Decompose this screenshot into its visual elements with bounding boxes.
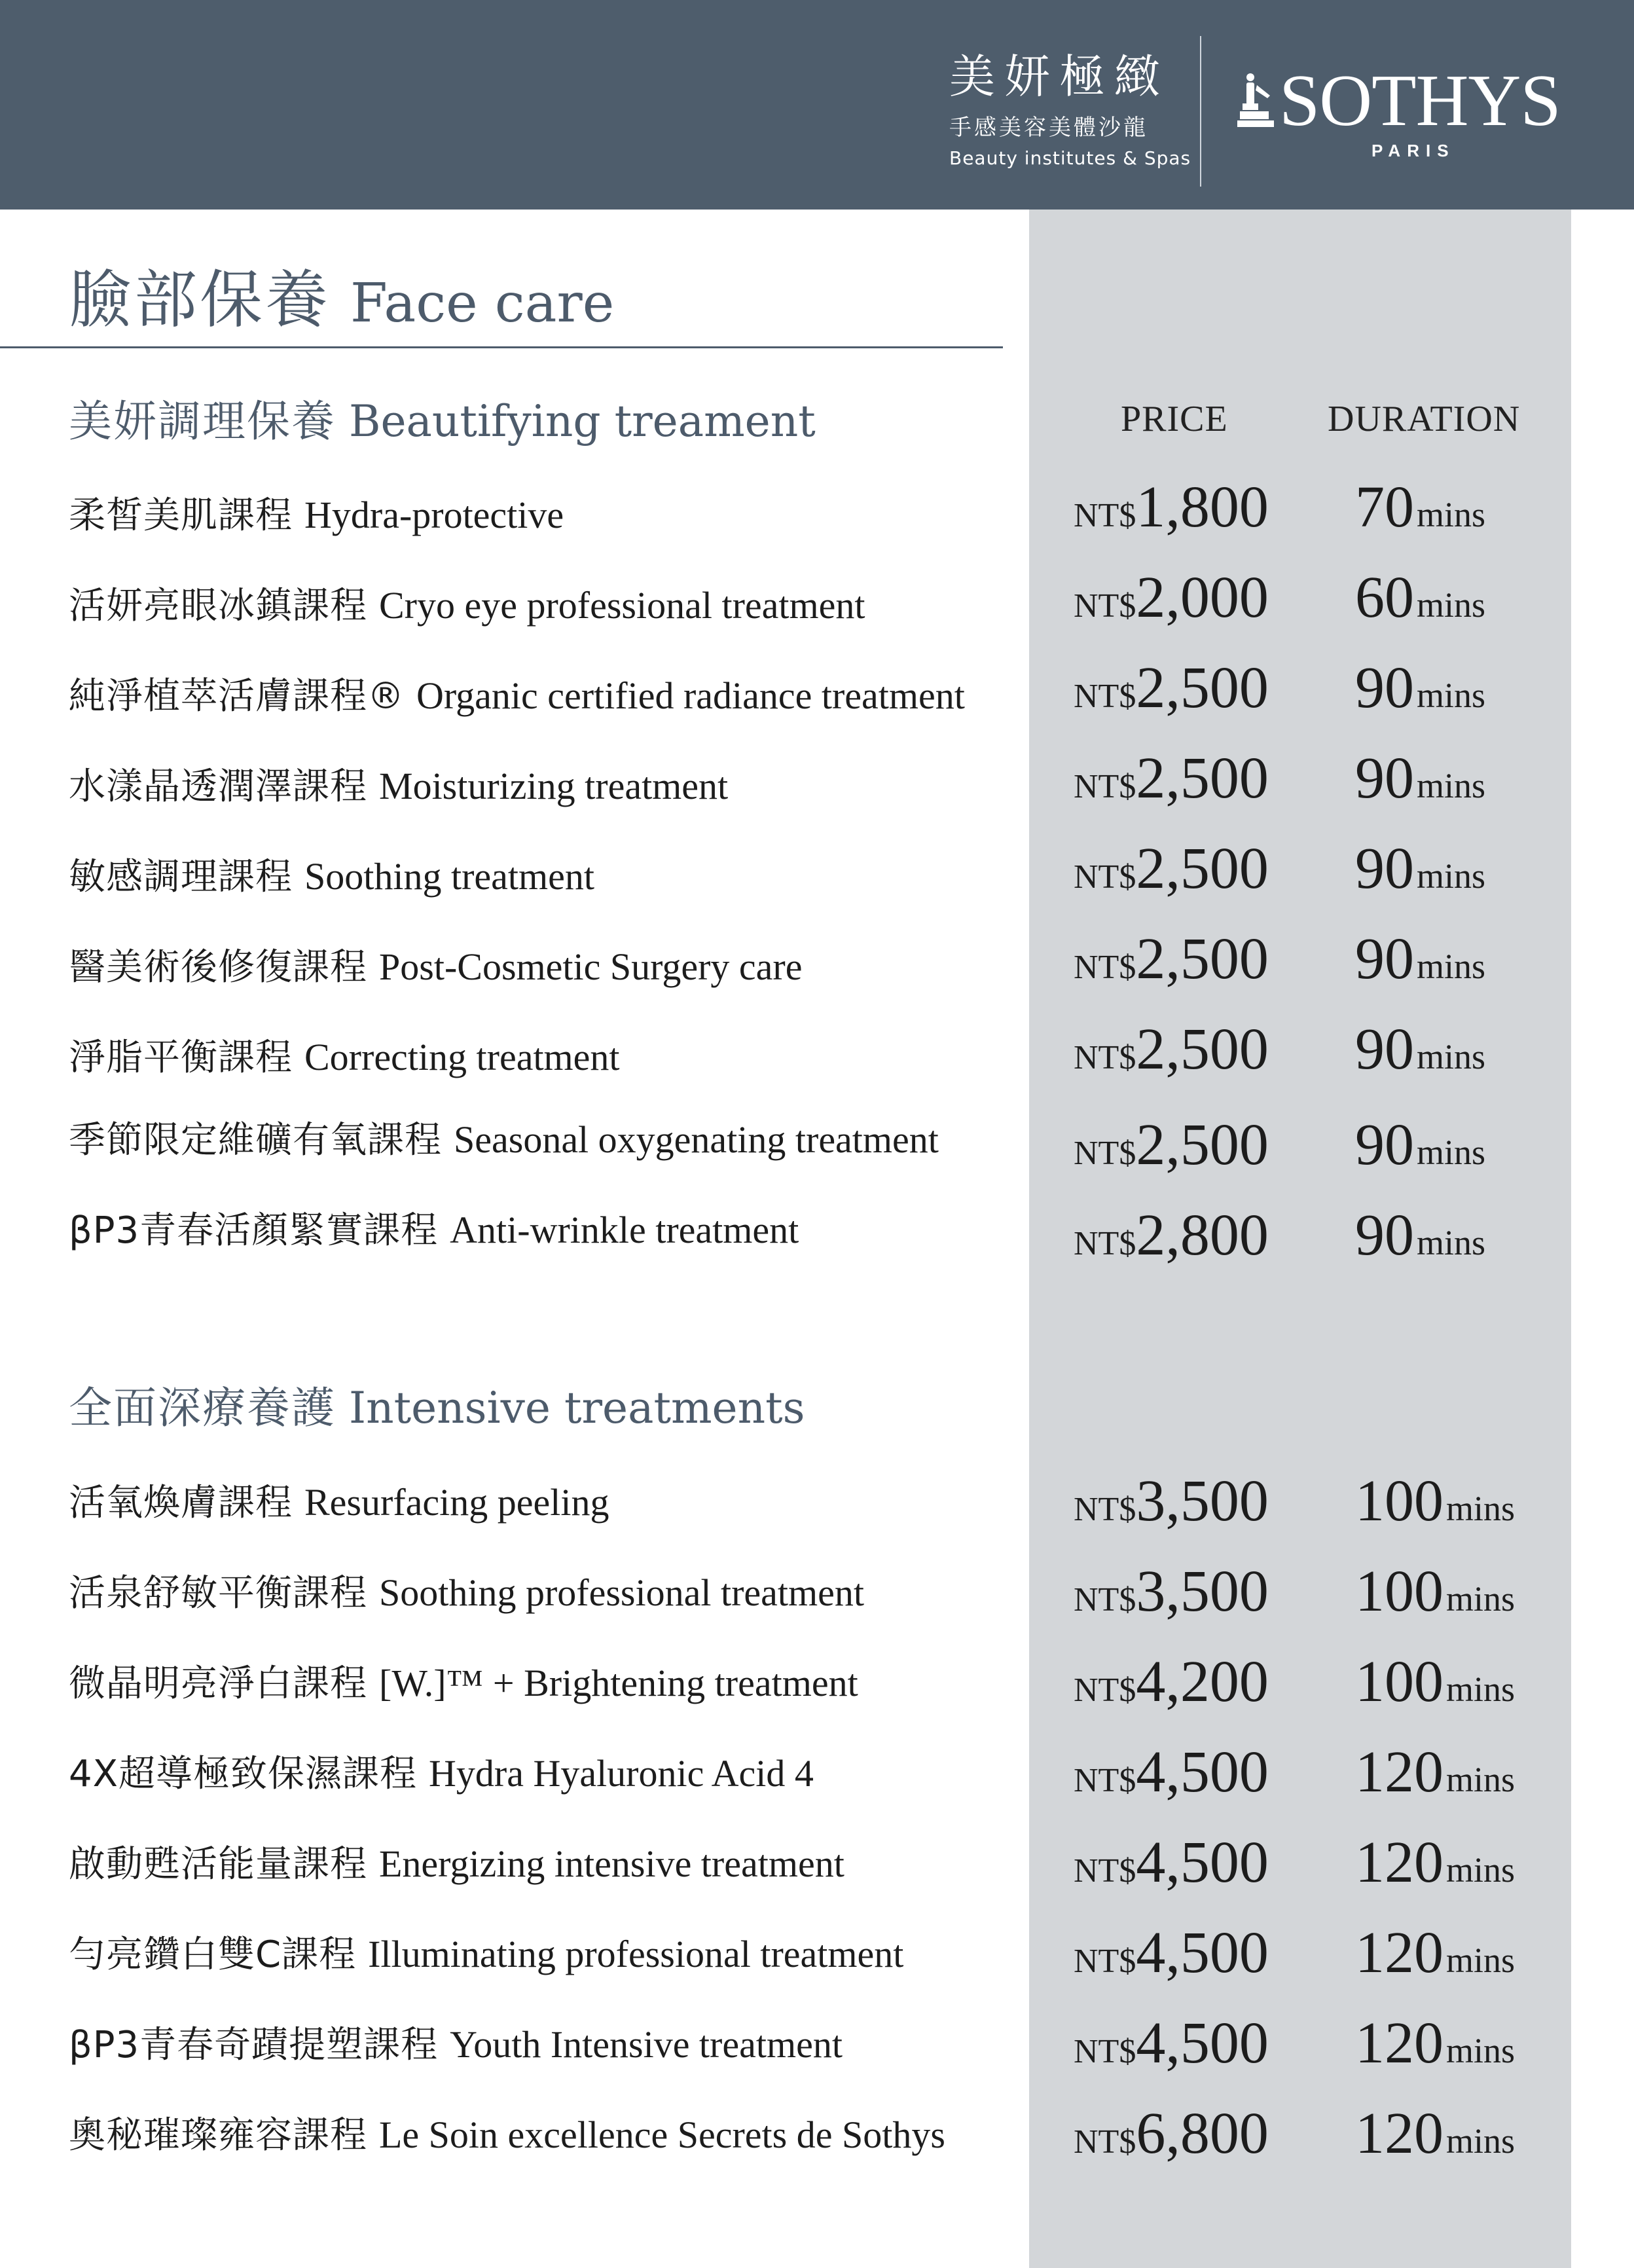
treatment-name-en: Seasonal oxygenating treatment xyxy=(454,1118,939,1161)
price-value: 2,500 xyxy=(1136,655,1269,720)
price-value: 2,500 xyxy=(1136,926,1269,991)
treatment-name-en: Illuminating professional treatment xyxy=(368,1933,904,1975)
treatment-name xyxy=(69,1118,939,1161)
price-value: 2,500 xyxy=(1136,746,1269,811)
list-item xyxy=(0,1830,1634,1911)
currency: NT$ xyxy=(1074,1491,1136,1528)
treatment-name xyxy=(69,765,729,808)
list-item xyxy=(0,1017,1634,1104)
sothys-emblem-icon xyxy=(1237,71,1275,128)
price-column-header: PRICE xyxy=(1121,399,1228,439)
treatment-price xyxy=(1074,565,1269,630)
treatment-price xyxy=(1074,2011,1269,2076)
treatment-duration xyxy=(1355,926,1486,991)
page-title xyxy=(69,263,615,337)
price-value: 4,500 xyxy=(1136,1920,1269,1985)
duration-value: 120 xyxy=(1355,1830,1443,1895)
treatment-name-cn: 微晶明亮淨白課程 xyxy=(69,1662,367,1705)
treatment-name xyxy=(69,855,594,898)
currency: NT$ xyxy=(1074,858,1136,896)
section-heading-cn: 美妍調理保養 xyxy=(69,396,336,447)
treatment-price xyxy=(1074,655,1269,720)
brand-chinese-name: 美妍極緻 xyxy=(949,50,1169,103)
treatment-name-en: Hydra-protective xyxy=(304,494,564,536)
treatment-name-en: Energizing intensive treatment xyxy=(379,1842,844,1885)
treatment-price xyxy=(1074,1740,1269,1804)
currency: NT$ xyxy=(1074,1943,1136,1980)
treatment-name-en: [W.]™ + Brightening treatment xyxy=(379,1662,858,1704)
treatment-name xyxy=(69,1481,609,1524)
duration-value: 120 xyxy=(1355,1740,1443,1804)
treatment-name xyxy=(69,1036,620,1079)
currency: NT$ xyxy=(1074,1135,1136,1172)
list-item xyxy=(0,475,1634,562)
duration-value: 90 xyxy=(1355,1017,1414,1082)
treatment-name-cn: 奧秘璀璨雍容課程 xyxy=(69,2114,367,2157)
treatment-duration xyxy=(1355,2011,1516,2076)
price-value: 6,800 xyxy=(1136,2101,1269,2166)
list-item xyxy=(0,2011,1634,2091)
treatment-price xyxy=(1074,1649,1269,1714)
price-value: 3,500 xyxy=(1136,1469,1269,1533)
title-underline xyxy=(0,346,1003,348)
price-value: 4,200 xyxy=(1136,1649,1269,1714)
header-band xyxy=(0,0,1634,210)
duration-column-header: DURATION xyxy=(1328,399,1521,439)
treatment-name-cn: 活妍亮眼冰鎮課程 xyxy=(69,585,367,627)
duration-value: 90 xyxy=(1355,926,1414,991)
treatment-duration xyxy=(1355,1740,1516,1804)
treatment-name-en: Cryo eye professional treatment xyxy=(379,584,865,627)
list-item xyxy=(0,2101,1634,2182)
duration-value: 100 xyxy=(1355,1469,1443,1533)
page-title-cn: 臉部保養 xyxy=(69,263,331,337)
treatment-name-en: Anti-wrinkle treatment xyxy=(450,1209,799,1251)
currency: NT$ xyxy=(1074,768,1136,805)
treatment-name xyxy=(69,494,564,537)
price-value: 4,500 xyxy=(1136,2011,1269,2076)
list-item xyxy=(0,1203,1634,1277)
treatment-name-en: Le Soin excellence Secrets de Sothys xyxy=(379,2113,945,2156)
treatment-price xyxy=(1074,1203,1269,1268)
treatment-name xyxy=(69,945,803,989)
currency: NT$ xyxy=(1074,1762,1136,1799)
treatment-name-cn: 敏感調理課程 xyxy=(69,856,293,898)
price-value: 1,800 xyxy=(1136,475,1269,540)
treatment-duration xyxy=(1355,836,1486,901)
section-heading-en: Beautifying treament xyxy=(349,396,816,447)
section-heading-en: Intensive treatments xyxy=(349,1383,805,1433)
treatment-duration xyxy=(1355,1649,1516,1714)
duration-value: 90 xyxy=(1355,1112,1414,1177)
treatment-name-en: Post-Cosmetic Surgery care xyxy=(379,945,803,988)
duration-unit: mins xyxy=(1417,1223,1486,1262)
treatment-name xyxy=(69,584,865,627)
duration-unit: mins xyxy=(1446,2121,1516,2161)
list-item xyxy=(0,836,1634,923)
treatment-price xyxy=(1074,1559,1269,1624)
treatment-duration xyxy=(1355,655,1486,720)
treatment-price xyxy=(1074,2101,1269,2166)
treatment-duration xyxy=(1355,2101,1516,2166)
duration-unit: mins xyxy=(1417,1133,1486,1172)
treatment-duration xyxy=(1355,1830,1516,1895)
duration-unit: mins xyxy=(1417,766,1486,805)
currency: NT$ xyxy=(1074,1852,1136,1890)
duration-unit: mins xyxy=(1417,585,1486,625)
treatment-name xyxy=(69,2113,945,2157)
section-heading xyxy=(69,1383,805,1433)
treatment-price xyxy=(1074,475,1269,540)
duration-value: 90 xyxy=(1355,836,1414,901)
price-value: 2,800 xyxy=(1136,1203,1269,1268)
duration-unit: mins xyxy=(1417,856,1486,896)
duration-value: 90 xyxy=(1355,1203,1414,1268)
treatment-name-cn: 醫美術後修復課程 xyxy=(69,946,367,989)
duration-unit: mins xyxy=(1446,1941,1516,1980)
treatment-price xyxy=(1074,1830,1269,1895)
treatment-name xyxy=(69,1842,844,1886)
treatment-duration xyxy=(1355,1559,1516,1624)
brand-english-subtitle: Beauty institutes & Spas xyxy=(949,147,1191,169)
treatment-price xyxy=(1074,1920,1269,1985)
treatment-name-cn: 柔皙美肌課程 xyxy=(69,494,293,537)
list-item xyxy=(0,1112,1634,1186)
treatment-name xyxy=(69,1752,814,1795)
treatment-name-en: Moisturizing treatment xyxy=(379,765,729,807)
duration-value: 60 xyxy=(1355,565,1414,630)
treatment-name-cn: 水漾晶透潤澤課程 xyxy=(69,765,367,808)
duration-value: 90 xyxy=(1355,655,1414,720)
treatment-name xyxy=(69,1662,858,1705)
price-value: 2,500 xyxy=(1136,836,1269,901)
brand-chinese-subtitle: 手感美容美體沙龍 xyxy=(949,115,1148,141)
treatment-name-cn: 純淨植萃活膚課程® xyxy=(69,675,405,718)
currency: NT$ xyxy=(1074,2033,1136,2070)
currency: NT$ xyxy=(1074,949,1136,986)
duration-unit: mins xyxy=(1417,947,1486,986)
treatment-duration xyxy=(1355,746,1486,811)
list-item xyxy=(0,746,1634,833)
treatment-price xyxy=(1074,1017,1269,1082)
treatment-name-en: Organic certified radiance treatment xyxy=(416,674,965,717)
duration-value: 70 xyxy=(1355,475,1414,540)
treatment-name xyxy=(69,1571,864,1615)
treatment-duration xyxy=(1355,1017,1486,1082)
treatment-name xyxy=(69,1209,799,1252)
price-value: 2,500 xyxy=(1136,1017,1269,1082)
header-divider xyxy=(1200,36,1201,187)
duration-unit: mins xyxy=(1446,2031,1516,2070)
currency: NT$ xyxy=(1074,678,1136,715)
duration-unit: mins xyxy=(1417,676,1486,715)
treatment-name xyxy=(69,674,965,718)
price-value: 4,500 xyxy=(1136,1830,1269,1895)
duration-value: 90 xyxy=(1355,746,1414,811)
list-item xyxy=(0,926,1634,1014)
treatment-name xyxy=(69,1933,904,1976)
treatment-name-en: Resurfacing peeling xyxy=(304,1481,609,1524)
duration-unit: mins xyxy=(1446,1850,1516,1890)
currency: NT$ xyxy=(1074,1581,1136,1619)
treatment-price xyxy=(1074,926,1269,991)
treatment-price xyxy=(1074,1112,1269,1177)
duration-unit: mins xyxy=(1417,495,1486,534)
treatment-name-cn: 淨脂平衡課程 xyxy=(69,1036,293,1079)
treatment-name-cn: 啟動甦活能量課程 xyxy=(69,1843,367,1886)
sothys-logo xyxy=(1237,60,1571,162)
treatment-duration xyxy=(1355,1469,1516,1533)
price-value: 2,500 xyxy=(1136,1112,1269,1177)
treatment-name-en: Soothing treatment xyxy=(304,855,594,898)
currency: NT$ xyxy=(1074,587,1136,625)
treatment-duration xyxy=(1355,1203,1486,1268)
treatment-name-cn: 活氧煥膚課程 xyxy=(69,1482,293,1524)
treatment-name-en: Correcting treatment xyxy=(304,1036,620,1078)
treatment-name-en: Youth Intensive treatment xyxy=(450,2023,843,2066)
treatment-price xyxy=(1074,1469,1269,1533)
list-item xyxy=(0,565,1634,652)
logo-subtext: PARIS xyxy=(1371,141,1455,160)
currency: NT$ xyxy=(1074,497,1136,534)
list-item xyxy=(0,1920,1634,2001)
duration-value: 120 xyxy=(1355,2011,1443,2076)
list-item xyxy=(0,1740,1634,1820)
treatment-name-en: Soothing professional treatment xyxy=(379,1571,864,1614)
currency: NT$ xyxy=(1074,1039,1136,1076)
treatment-name-cn: 季節限定維礦有氧課程 xyxy=(69,1119,442,1161)
treatment-price xyxy=(1074,746,1269,811)
treatment-name xyxy=(69,2023,843,2066)
page-title-en: Face care xyxy=(350,272,615,335)
duration-unit: mins xyxy=(1446,1670,1516,1709)
price-value: 3,500 xyxy=(1136,1559,1269,1624)
treatment-duration xyxy=(1355,475,1486,540)
currency: NT$ xyxy=(1074,1672,1136,1709)
duration-value: 120 xyxy=(1355,2101,1443,2166)
duration-unit: mins xyxy=(1417,1037,1486,1076)
list-item xyxy=(0,1559,1634,1639)
section-heading-cn: 全面深療養護 xyxy=(69,1383,336,1433)
duration-value: 120 xyxy=(1355,1920,1443,1985)
duration-unit: mins xyxy=(1446,1760,1516,1799)
currency: NT$ xyxy=(1074,1225,1136,1262)
duration-unit: mins xyxy=(1446,1579,1516,1619)
treatment-name-cn: 活泉舒敏平衡課程 xyxy=(69,1572,367,1615)
treatment-name-cn: βP3青春活顏緊實課程 xyxy=(69,1209,439,1252)
list-item xyxy=(0,655,1634,742)
treatment-name-cn: 勻亮鑽白雙C課程 xyxy=(69,1933,357,1976)
section-heading xyxy=(69,396,816,447)
currency: NT$ xyxy=(1074,2123,1136,2161)
list-item xyxy=(0,1649,1634,1730)
price-value: 2,000 xyxy=(1136,565,1269,630)
treatment-duration xyxy=(1355,1920,1516,1985)
duration-unit: mins xyxy=(1446,1489,1516,1528)
treatment-price xyxy=(1074,836,1269,901)
treatment-name-cn: 4X超導極致保濕課程 xyxy=(69,1753,417,1795)
treatment-name-cn: βP3青春奇蹟提塑課程 xyxy=(69,2024,439,2066)
duration-value: 100 xyxy=(1355,1649,1443,1714)
list-item xyxy=(0,1469,1634,1549)
price-value: 4,500 xyxy=(1136,1740,1269,1804)
treatment-name-en: Hydra Hyaluronic Acid 4 xyxy=(429,1752,814,1795)
duration-value: 100 xyxy=(1355,1559,1443,1624)
treatment-duration xyxy=(1355,565,1486,630)
logo-wordmark: SOTHYS xyxy=(1279,60,1561,141)
treatment-duration xyxy=(1355,1112,1486,1177)
